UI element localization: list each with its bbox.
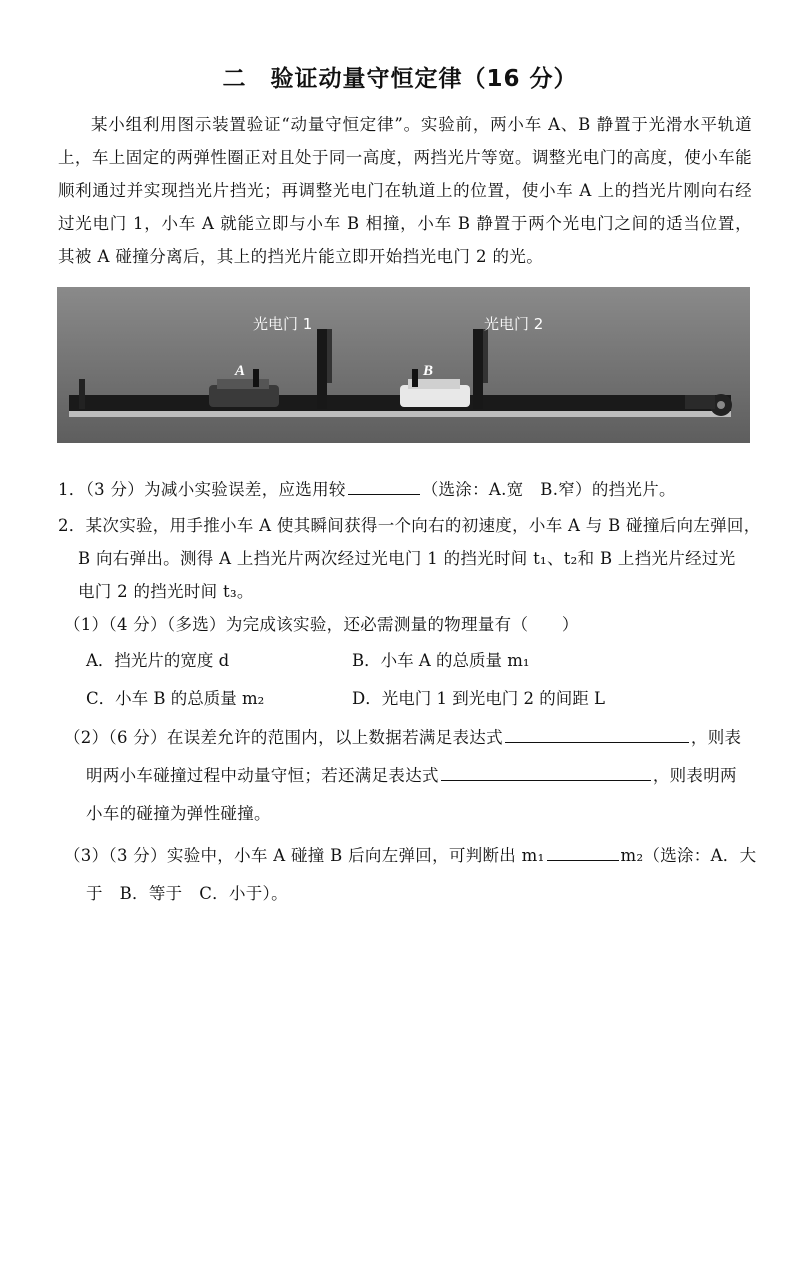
photogate-1	[317, 329, 327, 409]
track-end-left	[79, 379, 85, 409]
q2-line-3: 电门 2 的挡光时间 t₃。	[78, 582, 254, 601]
q2-sub3-line1-prefix: （3）（3 分）实验中，小车 A 碰撞 B 后向左弹回，可判断出 m₁	[64, 846, 545, 865]
q2-sub2-line-3: 小车的碰撞为弹性碰撞。	[86, 804, 271, 823]
question-1	[58, 476, 676, 500]
gate2-label: 光电门 2	[484, 315, 544, 333]
q1-answer-blank[interactable]	[348, 478, 420, 495]
track-end-right	[685, 395, 715, 409]
cart-b-flag	[412, 369, 418, 387]
q2-line-2: B 向右弹出。测得 A 上挡光片两次经过光电门 1 的挡光时间 t₁、t₂和 B 上挡光片经过光	[78, 549, 736, 568]
cart-a-label: A	[235, 363, 246, 379]
q2-sub2-line1-suffix: ，则表	[690, 728, 742, 747]
section-title: 二 验证动量守恒定律（16 分）	[222, 66, 578, 92]
q2-sub2-line2-prefix: 明两小车碰撞过程中动量守恒；若还满足表达式	[86, 766, 439, 785]
q2-sub1-stem: （1）（4 分）（多选）为完成该实验，还必需测量的物理量有（ ）	[64, 615, 579, 634]
elastic-expression-blank[interactable]	[441, 764, 651, 781]
q2-sub2-line2-suffix: ，则表明两	[652, 766, 737, 785]
intro-text: 某小组利用图示装置验证“动量守恒定律”。实验前，两小车 A、B 静置于光滑水平轨道上，车上固定的两弹性圈正对且处于同一高度，两挡光片等宽。调整光电门的高度，使小车能顺利通过并实现挡光片挡光；再调整光电门在轨道上的位置，使小车 A 上的挡光片刚向右经过光电门 1，小车 A 就能立即与小车 B 相撞，小车 B 静置于两个光电门之间的适当位置，其被 A 碰撞分离后，其上的挡光片能立即开始挡光电门 2 的光。	[58, 115, 752, 266]
apparatus-figure	[57, 287, 750, 443]
cart-a-flag	[253, 369, 259, 387]
intro-paragraph	[58, 108, 752, 273]
q2-line-1: 2．某次实验，用手推小车 A 使其瞬间获得一个向右的初速度，小车 A 与 B 碰撞后向左弹回，	[58, 516, 761, 535]
photo-background	[57, 287, 750, 443]
q2-sub2-line-1	[64, 724, 741, 748]
q2-sub3-line-1	[64, 842, 756, 866]
momentum-expression-blank[interactable]	[505, 726, 689, 743]
q1-suffix: （选涂：A.宽 B.窄）的挡光片。	[421, 480, 676, 499]
q2-sub2-line-2	[86, 762, 737, 786]
gate1-label: 光电门 1	[253, 315, 313, 333]
option-d[interactable]: D．光电门 1 到光电门 2 的间距 L	[352, 689, 605, 708]
option-a[interactable]: A．挡光片的宽度 d	[86, 651, 230, 670]
mass-compare-blank[interactable]	[547, 844, 619, 861]
option-c[interactable]: C．小车 B 的总质量 m₂	[86, 689, 265, 708]
experiment-photo	[57, 287, 750, 443]
q2-sub3-line1-suffix: m₂（选涂：A．大	[620, 846, 757, 865]
q1-prefix: 1．（3 分）为减小实验误差，应选用较	[58, 480, 346, 499]
photogate-2	[473, 329, 483, 409]
q2-sub2-line1-prefix: （2）（6 分）在误差允许的范围内，以上数据若满足表达式	[64, 728, 503, 747]
track-scale	[69, 411, 731, 417]
cart-b-label: B	[423, 363, 434, 379]
q2-sub3-line-2: 于 B．等于 C．小于）。	[86, 884, 288, 903]
option-b[interactable]: B．小车 A 的总质量 m₁	[352, 651, 530, 670]
